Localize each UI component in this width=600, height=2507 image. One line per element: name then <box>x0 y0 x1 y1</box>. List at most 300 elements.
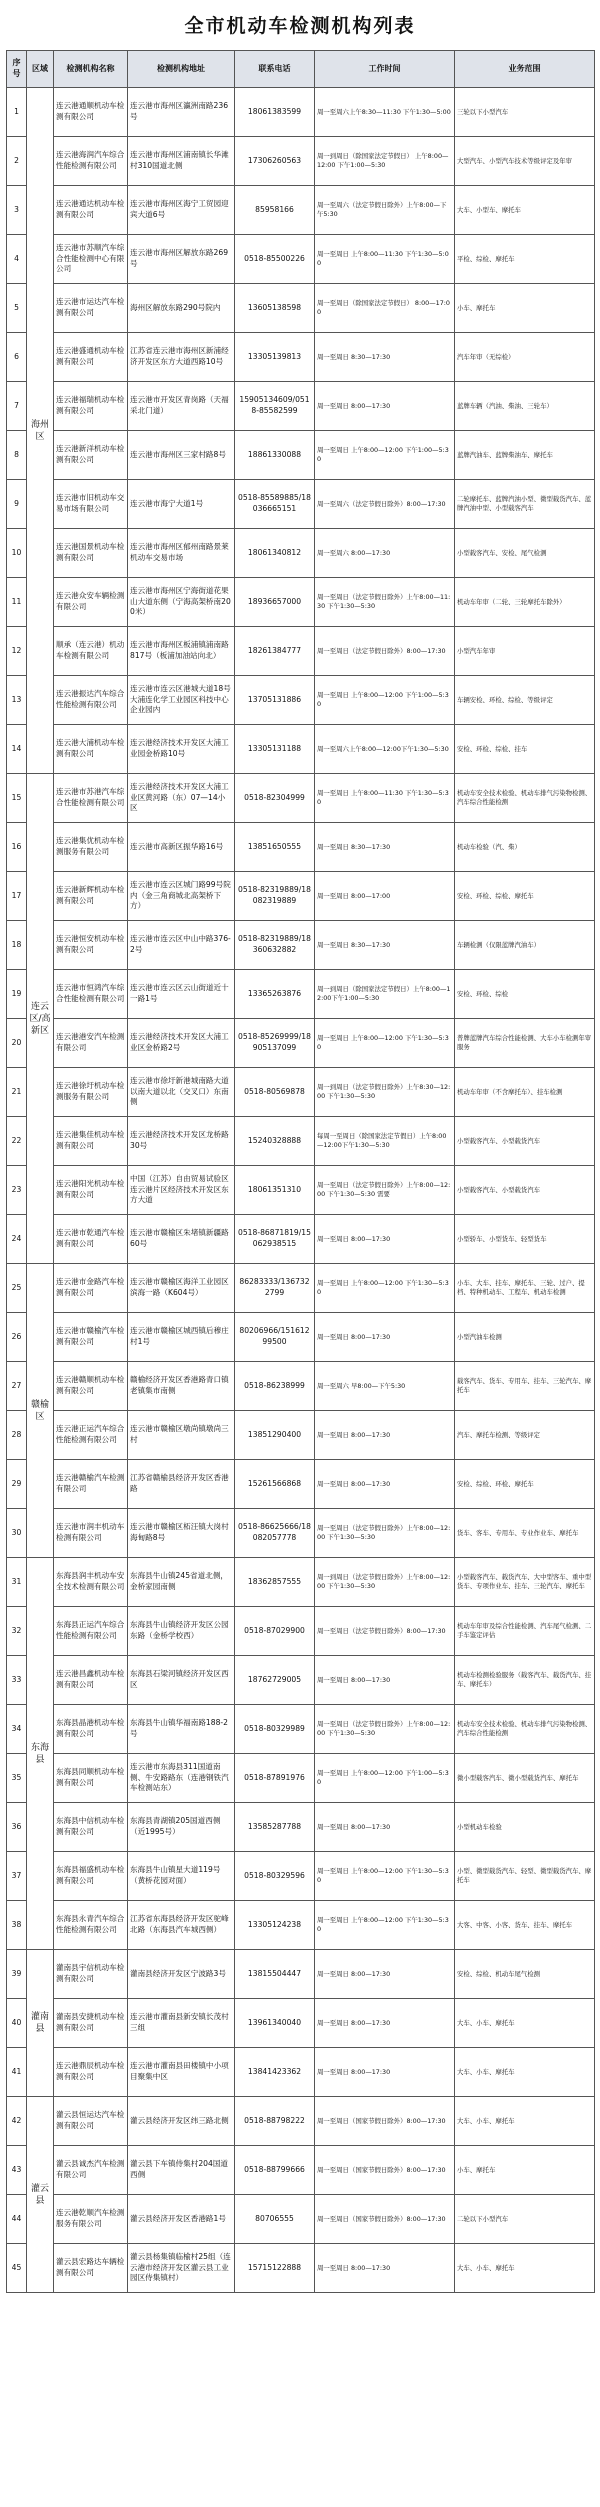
table-row <box>7 1852 595 1901</box>
agency-name: 连云港众安车辆检测有限公司 <box>54 578 128 627</box>
agency-address: 中国（江苏）自由贸易试验区连云港片区经济技术开发区东方大道 <box>128 1166 235 1215</box>
agency-name: 东海县同顺机动车检测有限公司 <box>54 1754 128 1803</box>
table-row <box>7 1019 595 1068</box>
row-number: 23 <box>7 1166 27 1215</box>
agency-name: 连云港市旧机动车交易市场有限公司 <box>54 480 128 529</box>
table-row <box>7 88 595 137</box>
agency-hours: 周一至周日 上午8:00—12:00 下午1:30—5:30 <box>315 1264 455 1313</box>
agency-scope: 小型载客汽车、载货汽车、大中型客车、重中型货车、专项作业车、挂车、三轮汽车、摩托车 <box>455 1558 595 1607</box>
agency-hours: 周一至周日（法定节假日除外）8:00—17:30 <box>315 1607 455 1656</box>
agency-scope: 机动车年审（不含摩托车）、挂车检测 <box>455 1068 595 1117</box>
agency-address: 连云港市赣榆区城西镇后穆庄村1号 <box>128 1313 235 1362</box>
agency-address: 连云港市海州区瀛洲南路236号 <box>128 88 235 137</box>
row-number: 12 <box>7 627 27 676</box>
agency-name: 连云港海润汽车综合性能检测有限公司 <box>54 137 128 186</box>
agency-scope: 载客汽车、货车、专用车、挂车、三轮汽车、摩托车 <box>455 1362 595 1411</box>
agency-address: 连云港经济技术开发区大浦工业区黄河路（东）07—14小区 <box>128 774 235 823</box>
agency-hours: 周一至周日 8:00—17:30 <box>315 1999 455 2048</box>
row-number: 39 <box>7 1950 27 1999</box>
agency-name: 连云港市苏港汽车综合性能检测有限公司 <box>54 774 128 823</box>
agency-scope: 普牌蓝牌汽车综合性能检测、大车小车检测年审服务 <box>455 1019 595 1068</box>
row-number: 22 <box>7 1117 27 1166</box>
agency-phone: 0518-86625666/18082057778 <box>235 1509 315 1558</box>
agency-hours: 周一至周六 8:00—17:30 <box>315 529 455 578</box>
agency-address: 连云港市赣榆区朱堵镇新疆路60号 <box>128 1215 235 1264</box>
agency-address: 连云港经济技术开发区大浦工业区金桥路2号 <box>128 1019 235 1068</box>
row-number: 13 <box>7 676 27 725</box>
agency-scope: 汽车年审（无综检） <box>455 333 595 382</box>
agency-phone: 18936657000 <box>235 578 315 627</box>
page-title: 全市机动车检测机构列表 <box>184 15 416 37</box>
row-number: 44 <box>7 2195 27 2244</box>
agency-scope: 二轮以下小型汽车 <box>455 2195 595 2244</box>
table-row <box>7 970 595 1019</box>
agency-scope: 机动车年审（二轮、三轮摩托车除外） <box>455 578 595 627</box>
agency-name: 连云港国景机动车检测有限公司 <box>54 529 128 578</box>
agency-hours: 周一至周日 上午8:00—11:30 下午1:30—5:30 <box>315 774 455 823</box>
table-row <box>7 333 595 382</box>
row-number: 11 <box>7 578 27 627</box>
agency-name: 连云港集优机动车检测服务有限公司 <box>54 823 128 872</box>
agency-hours: 周一至周六（法定节假日除外）上午8:00—下午5:30 <box>315 186 455 235</box>
agency-phone: 18261384777 <box>235 627 315 676</box>
table-row <box>7 1656 595 1705</box>
agency-scope: 机动车安全技术检验、机动车排气污染物检测、汽车综合性能检测 <box>455 774 595 823</box>
row-number: 19 <box>7 970 27 1019</box>
row-number: 24 <box>7 1215 27 1264</box>
agency-hours: 周一至周日 上午8:00—12:00 下午1:00—5:30 <box>315 676 455 725</box>
table-row <box>7 1950 595 1999</box>
agency-name: 连云港盛通机动车检测有限公司 <box>54 333 128 382</box>
agency-scope: 小型、微型载货汽车、轻型、微型载货汽车、摩托车 <box>455 1852 595 1901</box>
agency-hours: 周一至周日 8:00—17:30 <box>315 1656 455 1705</box>
row-number: 10 <box>7 529 27 578</box>
agency-name: 灌南县宇信机动车检测有限公司 <box>54 1950 128 1999</box>
agency-phone: 0518-88799666 <box>235 2146 315 2195</box>
row-number: 20 <box>7 1019 27 1068</box>
agency-name: 连云港市润丰机动车检测有限公司 <box>54 1509 128 1558</box>
agency-name: 连云港市恒鸿汽车综合性能检测有限公司 <box>54 970 128 1019</box>
agency-phone: 13305139813 <box>235 333 315 382</box>
agency-name: 连云港市赣榆汽车检测有限公司 <box>54 1313 128 1362</box>
table-row <box>7 1558 595 1607</box>
agency-address: 连云港市连云区港城大道18号大浦连化学工业园区科技中心企业园内 <box>128 676 235 725</box>
agency-phone: 0518-88798222 <box>235 2097 315 2146</box>
row-number: 25 <box>7 1264 27 1313</box>
agency-address: 连云港市海州区郁州南路景莱机动车交易市场 <box>128 529 235 578</box>
row-number: 9 <box>7 480 27 529</box>
agency-scope: 小车、大车、挂车、摩托车、三轮、过户、提档、特种机动车、工程车、机动车检测 <box>455 1264 595 1313</box>
row-number: 28 <box>7 1411 27 1460</box>
inspection-agency-table <box>6 50 595 2293</box>
agency-scope: 安检、环检、综检、挂车 <box>455 725 595 774</box>
table-row <box>7 431 595 480</box>
agency-address: 东海县青湖镇205国道西侧（近1995号） <box>128 1803 235 1852</box>
agency-name: 东海县润丰机动车安全技术检测有限公司 <box>54 1558 128 1607</box>
agency-phone: 18861330088 <box>235 431 315 480</box>
agency-address: 赣榆经济开发区香港路青口镇老镇集市南侧 <box>128 1362 235 1411</box>
agency-hours: 周一至周日（法定节假日除外）上午8:00—12:00 下午1:30—5:30 需要 <box>315 1166 455 1215</box>
agency-hours: 周一至周日 上午8:00—12:00 下午1:30—5:30 <box>315 1019 455 1068</box>
agency-hours: 周一到周日（法定节假日除外）上午8:30—12:00 下午1:30—5:30 <box>315 1068 455 1117</box>
agency-address: 连云港市连云区城门路99号院内（金三角商城北高架桥下方） <box>128 872 235 921</box>
agency-scope: 机动车安全技术检验、机动车排气污染物检测、汽车综合性能检测 <box>455 1705 595 1754</box>
agency-hours: 周一至周六上午8:30—11:30 下午1:30—5:00 <box>315 88 455 137</box>
area-cell: 灌南县 <box>27 1950 54 2097</box>
agency-scope: 大型汽车、小型汽车技术等级评定及年审 <box>455 137 595 186</box>
agency-scope: 机动车检验（汽、柴） <box>455 823 595 872</box>
agency-phone: 0518-85589885/18036665151 <box>235 480 315 529</box>
header-hours: 工作时间 <box>315 51 455 88</box>
table-row <box>7 1999 595 2048</box>
table-row <box>7 1705 595 1754</box>
agency-hours: 周一至周日 上午8:00—12:00 下午1:00—5:30 <box>315 1754 455 1803</box>
agency-phone: 17306260563 <box>235 137 315 186</box>
agency-name: 连云港恒安机动车检测有限公司 <box>54 921 128 970</box>
agency-name: 灌南县安捷机动车检测有限公司 <box>54 1999 128 2048</box>
agency-phone: 80706555 <box>235 2195 315 2244</box>
agency-scope: 车辆安检、环检、综检、等级评定 <box>455 676 595 725</box>
agency-address: 东海县石梁河镇经济开发区西区 <box>128 1656 235 1705</box>
agency-name: 连云港大浦机动车检测有限公司 <box>54 725 128 774</box>
agency-phone: 0518-80329989 <box>235 1705 315 1754</box>
agency-scope: 安检、综检、机动车尾气检测 <box>455 1950 595 1999</box>
agency-address: 连云港市灌南县新安镇长茂村三组 <box>128 1999 235 2048</box>
agency-hours: 周一至周日 8:00—17:30 <box>315 382 455 431</box>
agency-phone: 13305131188 <box>235 725 315 774</box>
agency-scope: 小型汽车年审 <box>455 627 595 676</box>
agency-hours: 周一至周日（国家节假日除外）8:00—17:30 <box>315 2097 455 2146</box>
row-number: 40 <box>7 1999 27 2048</box>
agency-phone: 13815504447 <box>235 1950 315 1999</box>
table-row <box>7 627 595 676</box>
agency-phone: 18362857555 <box>235 1558 315 1607</box>
agency-phone: 15261566868 <box>235 1460 315 1509</box>
agency-phone: 0518-80569878 <box>235 1068 315 1117</box>
agency-phone: 13961340040 <box>235 1999 315 2048</box>
header-scope: 业务范围 <box>455 51 595 88</box>
table-row <box>7 480 595 529</box>
agency-name: 东海县正运汽车综合性能检测有限公司 <box>54 1607 128 1656</box>
table-row <box>7 1754 595 1803</box>
agency-name: 东海县晶港机动车检测有限公司 <box>54 1705 128 1754</box>
agency-address: 东海县牛山镇经济开发区公园东路（金桥学校西） <box>128 1607 235 1656</box>
agency-address: 连云港经济技术开发区大浦工业园金桥路10号 <box>128 725 235 774</box>
agency-phone: 0518-87891976 <box>235 1754 315 1803</box>
agency-scope: 小型载客汽车、小型载货汽车 <box>455 1117 595 1166</box>
row-number: 45 <box>7 2244 27 2293</box>
agency-hours: 周一至周六上午8:00—12:00下午1:30—5:30 <box>315 725 455 774</box>
agency-address: 连云港市开发区青岗路（天福采北门道） <box>128 382 235 431</box>
area-cell: 赣榆区 <box>27 1264 54 1558</box>
agency-scope: 安检、综检、环检、摩托车 <box>455 1460 595 1509</box>
agency-hours: 周一至周日 8:00—17:30 <box>315 1215 455 1264</box>
agency-name: 东海县中信机动车检测有限公司 <box>54 1803 128 1852</box>
agency-address: 连云港市海州区浦南镇长华滩村310国道北侧 <box>128 137 235 186</box>
table-row <box>7 725 595 774</box>
agency-hours: 周一至周日（国家节假日除外）8:00—17:30 <box>315 2146 455 2195</box>
row-number: 8 <box>7 431 27 480</box>
agency-address: 连云港市赣榆区柘汪镇大岗村海甸路8号 <box>128 1509 235 1558</box>
agency-phone: 13585287788 <box>235 1803 315 1852</box>
agency-address: 灌云县下车镇侍集村204国道西侧 <box>128 2146 235 2195</box>
agency-scope: 小型载客汽车、安检、尾气检测 <box>455 529 595 578</box>
agency-scope: 安检、环检、综检 <box>455 970 595 1019</box>
agency-phone: 15715122888 <box>235 2244 315 2293</box>
agency-address: 东海县牛山镇华福南路188-2号 <box>128 1705 235 1754</box>
agency-address: 江苏省连云港市海州区新浦经济开发区东方大道西路10号 <box>128 333 235 382</box>
header-name: 检测机构名称 <box>54 51 128 88</box>
agency-phone: 18061351310 <box>235 1166 315 1215</box>
agency-address: 海州区解放东路290号院内 <box>128 284 235 333</box>
agency-address: 连云港市灌南县田楼镇中小项目聚集中区 <box>128 2048 235 2097</box>
agency-hours: 周一到周日（除国家法定节假日）上午8:00—12:00下午1:00—5:30 <box>315 970 455 1019</box>
agency-phone: 13365263876 <box>235 970 315 1019</box>
agency-scope: 微小型载客汽车、微小型载货汽车、摩托车 <box>455 1754 595 1803</box>
row-number: 3 <box>7 186 27 235</box>
agency-scope: 小型机动车检验 <box>455 1803 595 1852</box>
agency-scope: 大客、中客、小客、货车、挂车、摩托车 <box>455 1901 595 1950</box>
area-cell: 东海县 <box>27 1558 54 1950</box>
agency-phone: 13841423362 <box>235 2048 315 2097</box>
row-number: 36 <box>7 1803 27 1852</box>
agency-name: 连云港通达机动车检测有限公司 <box>54 186 128 235</box>
agency-address: 灌云县经济开发区香港路1号 <box>128 2195 235 2244</box>
row-number: 27 <box>7 1362 27 1411</box>
agency-hours: 周一至周日（除国家法定节假日） 8:00—17:00 <box>315 284 455 333</box>
agency-scope: 蓝牌车辆（汽油、柴油、三轮车） <box>455 382 595 431</box>
agency-name: 连云港通顺机动车检测有限公司 <box>54 88 128 137</box>
agency-phone: 0518-86871819/15062938515 <box>235 1215 315 1264</box>
agency-hours: 周一至周日 8:00—17:30 <box>315 1950 455 1999</box>
row-number: 29 <box>7 1460 27 1509</box>
agency-hours: 周一至周日（法定节假日除外）上午8:00—12:00 下午1:30—5:30 <box>315 1705 455 1754</box>
header-phone: 联系电话 <box>235 51 315 88</box>
agency-hours: 周一至周六（法定节假日除外）8:00—17:30 <box>315 480 455 529</box>
area-cell: 海州区 <box>27 88 54 774</box>
table-row <box>7 235 595 284</box>
agency-address: 连云港市海宁大道1号 <box>128 480 235 529</box>
agency-phone: 18762729005 <box>235 1656 315 1705</box>
row-number: 42 <box>7 2097 27 2146</box>
agency-phone: 85958166 <box>235 186 315 235</box>
row-number: 33 <box>7 1656 27 1705</box>
row-number: 14 <box>7 725 27 774</box>
agency-phone: 0518-82319889/18082319889 <box>235 872 315 921</box>
agency-name: 灌云县诚杰汽车检测有限公司 <box>54 2146 128 2195</box>
agency-address: 江苏省东海县经济开发区驼峰北路（东海县汽车城西侧） <box>128 1901 235 1950</box>
table-row <box>7 1411 595 1460</box>
table-row <box>7 1068 595 1117</box>
agency-hours: 周一至周日 8:00—17:30 <box>315 1803 455 1852</box>
row-number: 17 <box>7 872 27 921</box>
row-number: 38 <box>7 1901 27 1950</box>
agency-scope: 二轮摩托车、蓝牌汽油小型、微型载货汽车、蓝牌汽油中型、小型载客汽车 <box>455 480 595 529</box>
agency-name: 连云港阳光机动车检测有限公司 <box>54 1166 128 1215</box>
agency-phone: 13851290400 <box>235 1411 315 1460</box>
agency-address: 连云港市赣榆区墩尚镇墩尚三村 <box>128 1411 235 1460</box>
agency-scope: 小车、摩托车 <box>455 284 595 333</box>
agency-phone: 0518-82319889/18360632882 <box>235 921 315 970</box>
agency-hours: 周一至周日（国家节假日除外）8:00—17:30 <box>315 2195 455 2244</box>
row-number: 31 <box>7 1558 27 1607</box>
row-number: 34 <box>7 1705 27 1754</box>
agency-hours: 周一至周日（法定节假日除外）上午8:00—11:30 下午1:30—5:30 <box>315 578 455 627</box>
agency-name: 连云港昌鑫机动车检测有限公司 <box>54 1656 128 1705</box>
agency-scope: 汽车、摩托车检测、等级评定 <box>455 1411 595 1460</box>
agency-phone: 13305124238 <box>235 1901 315 1950</box>
agency-name: 连云港市苏顺汽车综合性能检测中心有限公司 <box>54 235 128 284</box>
agency-name: 连云港集佳机动车检测有限公司 <box>54 1117 128 1166</box>
agency-scope: 小车、摩托车 <box>455 2146 595 2195</box>
agency-name: 顺承（连云港）机动车检测有限公司 <box>54 627 128 676</box>
agency-address: 连云港经济技术开发区龙桥路30号 <box>128 1117 235 1166</box>
agency-phone: 86283333/1367322799 <box>235 1264 315 1313</box>
agency-scope: 车辆检测（仅限蓝牌汽油车） <box>455 921 595 970</box>
agency-scope: 机动车年审及综合性能检测、汽车尾气检测、二手车鉴定评估 <box>455 1607 595 1656</box>
header-address: 检测机构地址 <box>128 51 235 88</box>
row-number: 16 <box>7 823 27 872</box>
row-number: 35 <box>7 1754 27 1803</box>
table-row <box>7 578 595 627</box>
agency-address: 连云港市徐圩新港城南路大道以南大道以北（交叉口）东南侧 <box>128 1068 235 1117</box>
table-row <box>7 872 595 921</box>
agency-phone: 80206966/15161299500 <box>235 1313 315 1362</box>
agency-scope: 小型载客汽车、小型载货汽车 <box>455 1166 595 1215</box>
agency-name: 连云港港安汽车检测有限公司 <box>54 1019 128 1068</box>
agency-address: 灌南县经济开发区宁波路3号 <box>128 1950 235 1999</box>
table-row <box>7 1607 595 1656</box>
agency-phone: 18061340812 <box>235 529 315 578</box>
agency-hours: 周一至周日 上午8:00—12:00 下午1:30—5:30 <box>315 1852 455 1901</box>
agency-phone: 0518-85500226 <box>235 235 315 284</box>
table-row <box>7 1460 595 1509</box>
table-row <box>7 2244 595 2293</box>
agency-name: 连云港赣顺机动车检测有限公司 <box>54 1362 128 1411</box>
agency-hours: 周一到周日（除国家法定节假日） 上午8:00—12:00 下午1:00—5:30 <box>315 137 455 186</box>
agency-address: 连云港市连云区中山中路376-2号 <box>128 921 235 970</box>
table-row <box>7 1117 595 1166</box>
agency-name: 连云港新辉机动车检测有限公司 <box>54 872 128 921</box>
agency-address: 连云港市海州区宁海街道花果山大道东侧（宁海高架桥南200米） <box>128 578 235 627</box>
agency-name: 连云港市金路汽车检测有限公司 <box>54 1264 128 1313</box>
row-number: 6 <box>7 333 27 382</box>
agency-scope: 大车、小车、摩托车 <box>455 2097 595 2146</box>
table-header-row <box>7 51 595 88</box>
table-row <box>7 1803 595 1852</box>
agency-hours: 周一至周日（法定节假日除外）上午8:00—12:00 下午1:30—5:30 <box>315 1509 455 1558</box>
row-number: 15 <box>7 774 27 823</box>
agency-hours: 周一到周日（法定节假日除外）上午8:00—12:00 下午1:30—5:30 <box>315 1558 455 1607</box>
agency-hours: 周一至周日 8:00—17:30 <box>315 1411 455 1460</box>
agency-scope: 三轮以下小型汽车 <box>455 88 595 137</box>
agency-phone: 0518-87029900 <box>235 1607 315 1656</box>
agency-address: 东海县牛山镇245省道北侧，金桥家园南侧 <box>128 1558 235 1607</box>
agency-name: 连云港徐圩机动车检测服务有限公司 <box>54 1068 128 1117</box>
agency-address: 连云港市赣榆区海洋工业园区滨海一路（K604号） <box>128 1264 235 1313</box>
row-number: 26 <box>7 1313 27 1362</box>
agency-hours: 周一至周日 8:30—17:30 <box>315 333 455 382</box>
agency-phone: 18061383599 <box>235 88 315 137</box>
agency-address: 东海县牛山镇星大道119号（黄桥花园对面） <box>128 1852 235 1901</box>
row-number: 2 <box>7 137 27 186</box>
table-row <box>7 2048 595 2097</box>
table-row <box>7 1509 595 1558</box>
agency-scope: 小型轿车、小型货车、轻型货车 <box>455 1215 595 1264</box>
agency-address: 连云港市海州区海宁工贸园迎宾大道6号 <box>128 186 235 235</box>
agency-scope: 大车、小车、摩托车 <box>455 1999 595 2048</box>
agency-name: 灌云县恒运达汽车检测有限公司 <box>54 2097 128 2146</box>
agency-hours: 周一至周六 早8:00—下午5:30 <box>315 1362 455 1411</box>
agency-name: 灌云县宏路达车辆检测有限公司 <box>54 2244 128 2293</box>
table-row <box>7 284 595 333</box>
table-row <box>7 2146 595 2195</box>
agency-hours: 周一至周日 8:00—17:30 <box>315 1460 455 1509</box>
agency-name: 连云港新洋机动车检测有限公司 <box>54 431 128 480</box>
row-number: 41 <box>7 2048 27 2097</box>
header-area: 区域 <box>27 51 54 88</box>
agency-address: 连云港市高新区振华路16号 <box>128 823 235 872</box>
agency-hours: 周一至周日（法定节假日除外）8:00—17:30 <box>315 627 455 676</box>
agency-address: 连云港市东海县311国道南侧、牛安路路东（连港钢铁汽车检测站东） <box>128 1754 235 1803</box>
agency-phone: 15905134609/0518-85582599 <box>235 382 315 431</box>
table-row <box>7 1215 595 1264</box>
table-row <box>7 921 595 970</box>
agency-address: 连云港市海州区三家村路8号 <box>128 431 235 480</box>
agency-scope: 大车、小型车、摩托车 <box>455 186 595 235</box>
table-row <box>7 137 595 186</box>
table-row <box>7 823 595 872</box>
agency-phone: 0518-80329596 <box>235 1852 315 1901</box>
agency-address: 连云港市海州区解放东路269号 <box>128 235 235 284</box>
row-number: 5 <box>7 284 27 333</box>
row-number: 37 <box>7 1852 27 1901</box>
row-number: 30 <box>7 1509 27 1558</box>
agency-phone: 13605138598 <box>235 284 315 333</box>
agency-hours: 周一至周日 8:00—17:30 <box>315 2048 455 2097</box>
row-number: 7 <box>7 382 27 431</box>
agency-address: 灌云县经济开发区纬三路北侧 <box>128 2097 235 2146</box>
agency-hours: 周一至周日 上午8:00—11:30 下午1:30—5:00 <box>315 235 455 284</box>
table-row <box>7 2097 595 2146</box>
row-number: 1 <box>7 88 27 137</box>
agency-phone: 0518-86238999 <box>235 1362 315 1411</box>
agency-name: 东海县永青汽车综合性能检测有限公司 <box>54 1901 128 1950</box>
agency-address: 灌云县杨集镇临榆村25组（连云港市经济开发区灌云县工业园区侍集镇村） <box>128 2244 235 2293</box>
agency-name: 连云港赣榆汽车检测有限公司 <box>54 1460 128 1509</box>
table-row <box>7 1901 595 1950</box>
agency-phone: 0518-85269999/18905137099 <box>235 1019 315 1068</box>
agency-name: 连云港市运达汽车检测有限公司 <box>54 284 128 333</box>
agency-hours: 周一至周日 上午8:00—12:00 下午1:00—5:30 <box>315 431 455 480</box>
agency-address: 江苏省赣榆县经济开发区香港路 <box>128 1460 235 1509</box>
agency-scope: 蓝牌汽油车、蓝牌柴油车、摩托车 <box>455 431 595 480</box>
agency-scope: 安检、环检、综检、摩托车 <box>455 872 595 921</box>
table-row <box>7 382 595 431</box>
agency-scope: 货车、客车、专用车、专业作业车、摩托车 <box>455 1509 595 1558</box>
agency-hours: 每周一至周日（除国家法定节假日）上午8:00—12:00下午1:30—5:30 <box>315 1117 455 1166</box>
table-row <box>7 676 595 725</box>
agency-hours: 周一至周日 8:00—17:30 <box>315 1313 455 1362</box>
row-number: 4 <box>7 235 27 284</box>
agency-address: 连云港市海州区板浦镇浦南路817号（板浦加油站向北） <box>128 627 235 676</box>
agency-phone: 15240328888 <box>235 1117 315 1166</box>
agency-scope: 大车、小车、摩托车 <box>455 2244 595 2293</box>
row-number: 32 <box>7 1607 27 1656</box>
row-number: 21 <box>7 1068 27 1117</box>
agency-name: 连云港振达汽车综合性能检测有限公司 <box>54 676 128 725</box>
agency-hours: 周一至周日 8:30—17:30 <box>315 823 455 872</box>
